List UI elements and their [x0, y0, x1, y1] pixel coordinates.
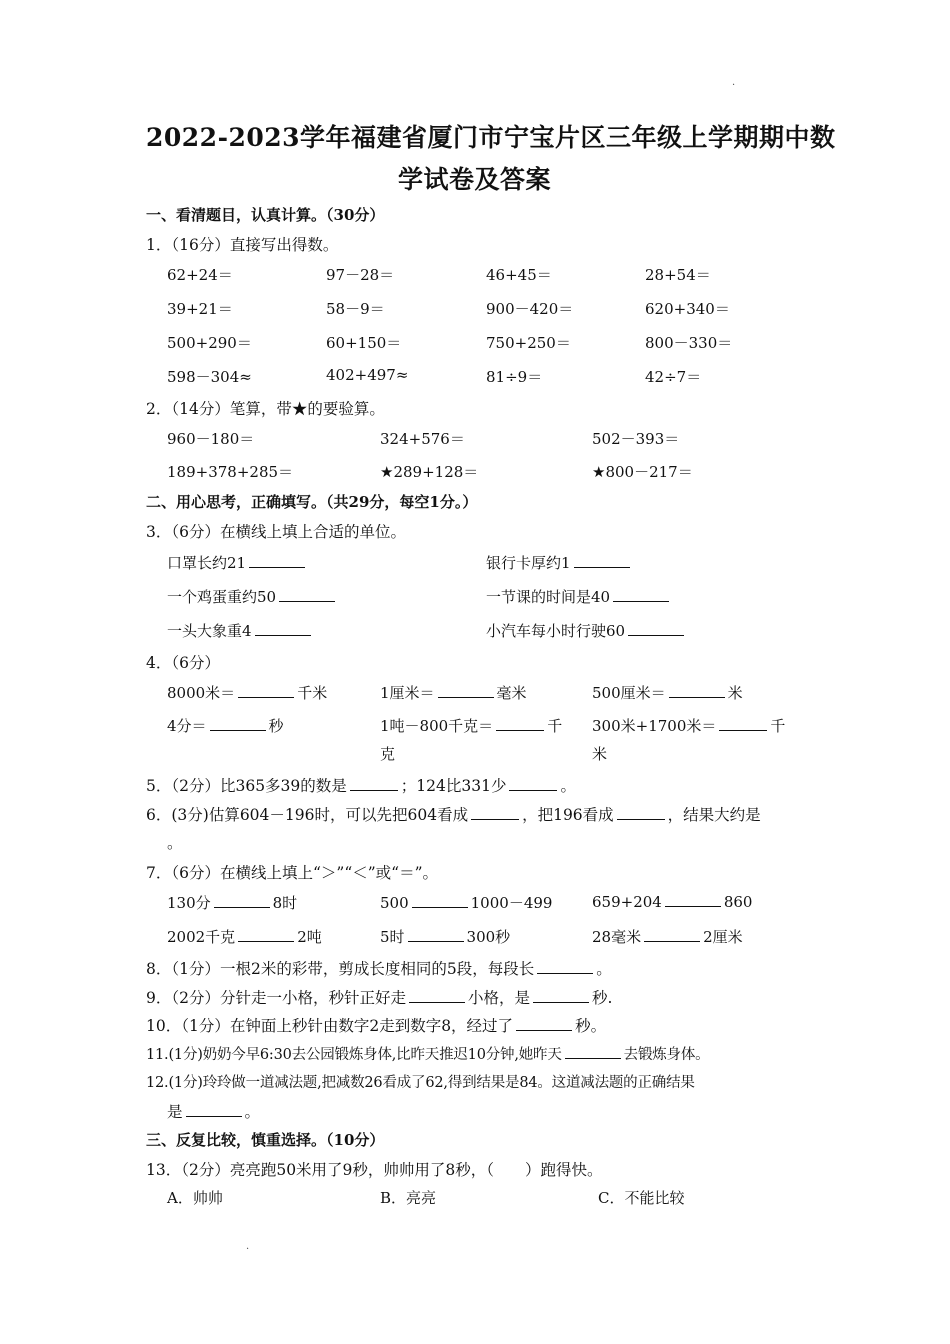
unit-item: 银行卡厚约1: [486, 552, 633, 573]
unit-item: 一头大象重4: [167, 620, 314, 641]
calc-item: 620+340＝: [645, 300, 730, 318]
question-1-label: 1．（16分）直接写出得数。: [146, 236, 339, 254]
calc-item: 900－420＝: [486, 300, 574, 318]
answer-blank[interactable]: [565, 1044, 621, 1059]
calc-item: 58－9＝: [326, 300, 385, 318]
question-10: 10．（1分）在钟面上秒针由数字2走到数字8，经过了 秒。: [146, 1017, 607, 1035]
question-11: 11.(1分)奶奶今早6:30去公园锻炼身体,比昨天推迟10分钟,她昨天 去锻炼身体。: [146, 1043, 709, 1064]
answer-blank[interactable]: [471, 805, 519, 820]
question-3-label: 3．（6分）在横线上填上合适的单位。: [146, 523, 406, 541]
compare-item: 500 1000－499: [380, 894, 553, 912]
answer-blank[interactable]: [238, 927, 294, 942]
calc-item: 60+150＝: [326, 334, 402, 352]
answer-blank[interactable]: [509, 776, 557, 791]
written-calc-item: ★800－217＝: [592, 463, 693, 481]
question-6: 6．(3分)估算604－196时，可以先把604看成 ，把196看成 ，结果大约是: [146, 806, 761, 824]
answer-blank[interactable]: [574, 553, 630, 568]
question-8: 8．（1分）一根2米的彩带，剪成长度相同的5段，每段长 。: [146, 960, 612, 978]
section-2-heading: 二、用心思考，正确填写。（共29分，每空1分。）: [146, 493, 478, 511]
written-calc-item: 502－393＝: [592, 430, 680, 448]
answer-blank[interactable]: [438, 683, 494, 698]
calc-item: 402+497≈: [326, 366, 409, 384]
calc-item: 42÷7＝: [645, 368, 702, 386]
calc-item: 39+21＝: [167, 300, 233, 318]
compare-item: 2002千克 2吨: [167, 928, 322, 946]
conversion-item: 1厘米＝ 毫米: [380, 684, 527, 702]
answer-blank[interactable]: [719, 716, 767, 731]
calc-item: 500+290＝: [167, 334, 252, 352]
calc-item: 800－330＝: [645, 334, 733, 352]
written-calc-item: ★289+128＝: [380, 463, 479, 481]
answer-blank[interactable]: [214, 893, 270, 908]
answer-blank[interactable]: [628, 621, 684, 636]
conversion-item: 500厘米＝ 米: [592, 684, 743, 702]
conversion-item: 8000米＝ 千米: [167, 684, 328, 702]
question-7-label: 7．（6分）在横线上填上“＞”“＜”或“＝”。: [146, 864, 439, 882]
calc-item: 750+250＝: [486, 334, 571, 352]
title-line-2: 学试卷及答案: [398, 165, 552, 194]
unit-item: 口罩长约21: [167, 552, 308, 573]
conversion-item: 4分＝ 秒: [167, 717, 284, 735]
answer-blank[interactable]: [665, 892, 721, 907]
answer-blank[interactable]: [210, 716, 266, 731]
calc-item: 28+54＝: [645, 266, 711, 284]
answer-blank[interactable]: [644, 927, 700, 942]
option-a[interactable]: A．帅帅: [167, 1189, 223, 1207]
answer-blank[interactable]: [279, 587, 335, 602]
unit-item: 一节课的时间是40: [486, 586, 672, 607]
written-calc-item: 189+378+285＝: [167, 463, 294, 481]
question-9: 9．（2分）分针走一小格，秒针正好走 小格，是 秒.: [146, 989, 613, 1007]
conversion-item: 300米+1700米＝ 千: [592, 717, 786, 735]
calc-item: 81÷9＝: [486, 368, 543, 386]
question-13-label: 13．（2分）亮亮跑50米用了9秒，帅帅用了8秒，（ ）跑得快。: [146, 1161, 603, 1179]
written-calc-item: 324+576＝: [380, 430, 465, 448]
written-calc-item: 960－180＝: [167, 430, 255, 448]
compare-item: 659+204 860: [592, 893, 753, 911]
section-3-heading: 三、反复比较，慎重选择。（10分）: [146, 1131, 385, 1149]
question-2-label: 2．（14分）笔算，带★的要验算。: [146, 400, 385, 418]
compare-item: 5时 300秒: [380, 928, 511, 946]
answer-blank[interactable]: [669, 683, 725, 698]
unit-item: 小汽车每小时行驶60: [486, 620, 687, 641]
title-line-1: 2022-2023学年福建省厦门市宁宝片区三年级上学期期中数: [146, 123, 836, 152]
answer-blank[interactable]: [617, 805, 665, 820]
section-1-heading: 一、看清题目，认真计算。（30分）: [146, 206, 385, 224]
compare-item: 28毫米 2厘米: [592, 928, 743, 946]
compare-item: 130分 8时: [167, 894, 298, 912]
question-4-label: 4．（6分）: [146, 654, 220, 672]
question-5: 5．（2分）比365多39的数是 ；124比331少 。: [146, 777, 576, 795]
option-b[interactable]: B．亮亮: [380, 1189, 437, 1207]
page-mark-top: ·: [732, 80, 736, 91]
answer-blank[interactable]: [613, 587, 669, 602]
answer-blank[interactable]: [496, 716, 544, 731]
option-c[interactable]: C．不能比较: [598, 1189, 685, 1207]
answer-blank[interactable]: [408, 927, 464, 942]
calc-item: 46+45＝: [486, 266, 552, 284]
calc-item: 62+24＝: [167, 266, 233, 284]
answer-blank[interactable]: [186, 1102, 242, 1117]
conversion-item: 1吨－800千克＝ 千: [380, 717, 563, 735]
calc-item: 97－28＝: [326, 266, 395, 284]
question-12: 12.(1分)玲玲做一道减法题,把减数26看成了62,得到结果是84。这道减法题的正确结果: [146, 1075, 695, 1091]
answer-blank[interactable]: [409, 988, 465, 1003]
calc-item: 598－304≈: [167, 368, 252, 386]
answer-blank[interactable]: [412, 893, 468, 908]
conversion-item-wrap: 克: [380, 745, 396, 763]
conversion-item-wrap: 米: [592, 745, 608, 763]
answer-blank[interactable]: [537, 959, 593, 974]
answer-blank[interactable]: [516, 1016, 572, 1031]
unit-item: 一个鸡蛋重约50: [167, 586, 338, 607]
answer-blank[interactable]: [533, 988, 589, 1003]
answer-blank[interactable]: [350, 776, 398, 791]
answer-blank[interactable]: [249, 553, 305, 568]
page-mark-bottom: ·: [246, 1244, 250, 1255]
answer-blank[interactable]: [255, 621, 311, 636]
question-12-cont: 是 。: [167, 1103, 261, 1121]
answer-blank[interactable]: [238, 683, 294, 698]
question-6-end: 。: [167, 834, 183, 852]
